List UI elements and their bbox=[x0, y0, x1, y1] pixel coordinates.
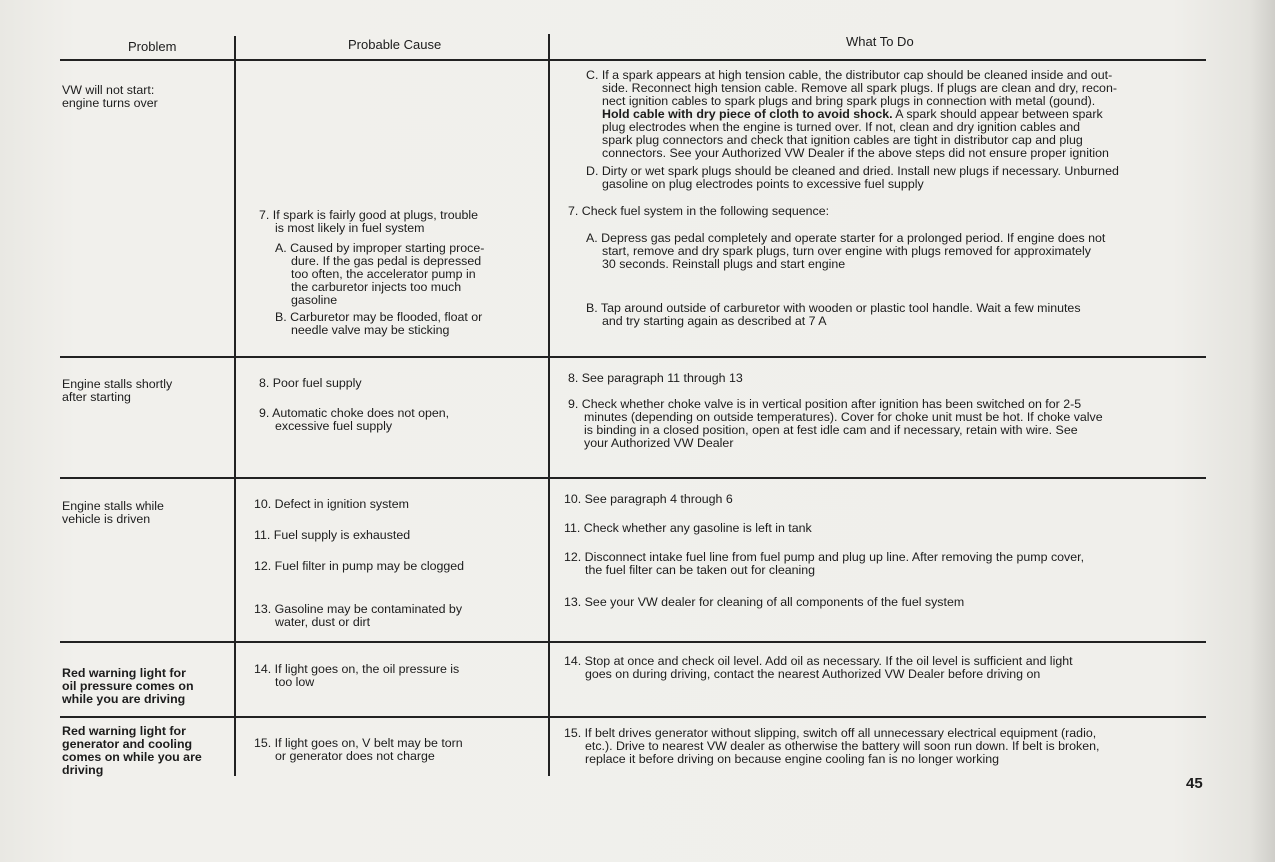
row-divider-2 bbox=[60, 477, 1206, 479]
todo-9: 9. Check whether choke valve is in vertical position after ignition has been switched on for 2-5 minutes (depending on outside temperatures). Cover for choke unit must be hot. If choke valve is binding in a closed position, open at fest idle cam and if necessary, retain with wire. See your Authorized VW Dealer bbox=[568, 397, 1103, 450]
row-divider-4 bbox=[60, 716, 1206, 718]
header-rule bbox=[60, 59, 1206, 61]
todo-15: 15. If belt drives generator without slipping, switch off all unnecessary electrical equipment (radio, etc.). Drive to nearest VW dealer as otherwise the battery will soon run down. If belt is broken, replace it before driving on because engine cooling fan is no longer working bbox=[564, 726, 1100, 766]
todo-11: 11. Check whether any gasoline is left in tank bbox=[564, 521, 812, 535]
problem-stalls-after-start: Engine stalls shortly after starting bbox=[62, 377, 173, 404]
problem-no-start: VW will not start: engine turns over bbox=[62, 83, 158, 110]
problem-oil-light: Red warning light for oil pressure comes on while you are driving bbox=[62, 666, 194, 706]
cause-11: 11. Fuel supply is exhausted bbox=[254, 528, 411, 542]
cause-12: 12. Fuel filter in pump may be clogged bbox=[254, 559, 465, 573]
column-divider-2 bbox=[548, 34, 550, 776]
cause-14: 14. If light goes on, the oil pressure is too low bbox=[254, 662, 460, 689]
problem-stalls-while-driven: Engine stalls while vehicle is driven bbox=[62, 499, 164, 526]
todo-7: 7. Check fuel system in the following sequence: bbox=[568, 204, 830, 218]
cause-9: 9. Automatic choke does not open, excessive fuel supply bbox=[259, 406, 450, 433]
cause-15: 15. If light goes on, V belt may be torn or generator does not charge bbox=[254, 736, 463, 763]
problem-generator-light: Red warning light for generator and cooling comes on while you are driving bbox=[62, 724, 202, 777]
header-problem: Problem bbox=[128, 39, 177, 54]
todo-13: 13. See your VW dealer for cleaning of all components of the fuel system bbox=[564, 595, 965, 609]
header-cause: Probable Cause bbox=[348, 37, 442, 52]
header-todo: What To Do bbox=[846, 34, 914, 49]
todo-7b: B. Tap around outside of carburetor with wooden or plastic tool handle. Wait a few minutes and try starting again as described at 7 A bbox=[586, 301, 1081, 328]
todo-10: 10. See paragraph 4 through 6 bbox=[564, 492, 733, 506]
page-number: 45 bbox=[1186, 775, 1203, 792]
row-divider-1 bbox=[60, 356, 1206, 358]
todo-c: C. If a spark appears at high tension cable, the distributor cap should be cleaned inside and out- side. Reconnect high tension cable. Remove all spark plugs. If plugs are clean and dry, recon- nect ignition cables to spark plugs and bring spark plugs in connection with metal (gound). Hold cable with dry piece of cloth to avoid shock. A spark should appear between spark plug electrodes when the engine is turned over. If not, clean and dry ignition cables and spark plug connectors and check that ignition cables are tight in distributor cap and plug connectors. See your Authorized VW Dealer if the above steps did not ensure proper ignition bbox=[586, 68, 1117, 160]
todo-d: D. Dirty or wet spark plugs should be cleaned and dried. Install new plugs if necessary. Unburned gasoline on plug electrodes points to excessive fuel supply bbox=[586, 164, 1119, 191]
todo-14: 14. Stop at once and check oil level. Add oil as necessary. If the oil level is sufficient and light goes on during driving, contact the nearest Authorized VW Dealer before driving on bbox=[564, 654, 1073, 681]
cause-13: 13. Gasoline may be contaminated by water, dust or dirt bbox=[254, 602, 463, 629]
cause-7a: A. Caused by improper starting proce- dure. If the gas pedal is depressed too often, the accelerator pump in the carburetor injects too much gasoline bbox=[275, 241, 485, 307]
cause-7b: B. Carburetor may be flooded, float or needle valve may be sticking bbox=[275, 310, 483, 337]
todo-7a: A. Depress gas pedal completely and operate starter for a prolonged period. If engine does not start, remove and dry spark plugs, turn over engine with plugs removed for approximately 30 seconds. Reinstall plugs and start engine bbox=[586, 231, 1106, 271]
column-divider-1 bbox=[234, 36, 236, 776]
cause-8: 8. Poor fuel supply bbox=[259, 376, 362, 390]
cause-10: 10. Defect in ignition system bbox=[254, 497, 409, 511]
todo-8: 8. See paragraph 11 through 13 bbox=[568, 371, 743, 385]
cause-7: 7. If spark is fairly good at plugs, trouble is most likely in fuel system bbox=[259, 208, 479, 235]
row-divider-3 bbox=[60, 641, 1206, 643]
todo-12: 12. Disconnect intake fuel line from fuel pump and plug up line. After removing the pump cover, the fuel filter can be taken out for cleaning bbox=[564, 550, 1085, 577]
